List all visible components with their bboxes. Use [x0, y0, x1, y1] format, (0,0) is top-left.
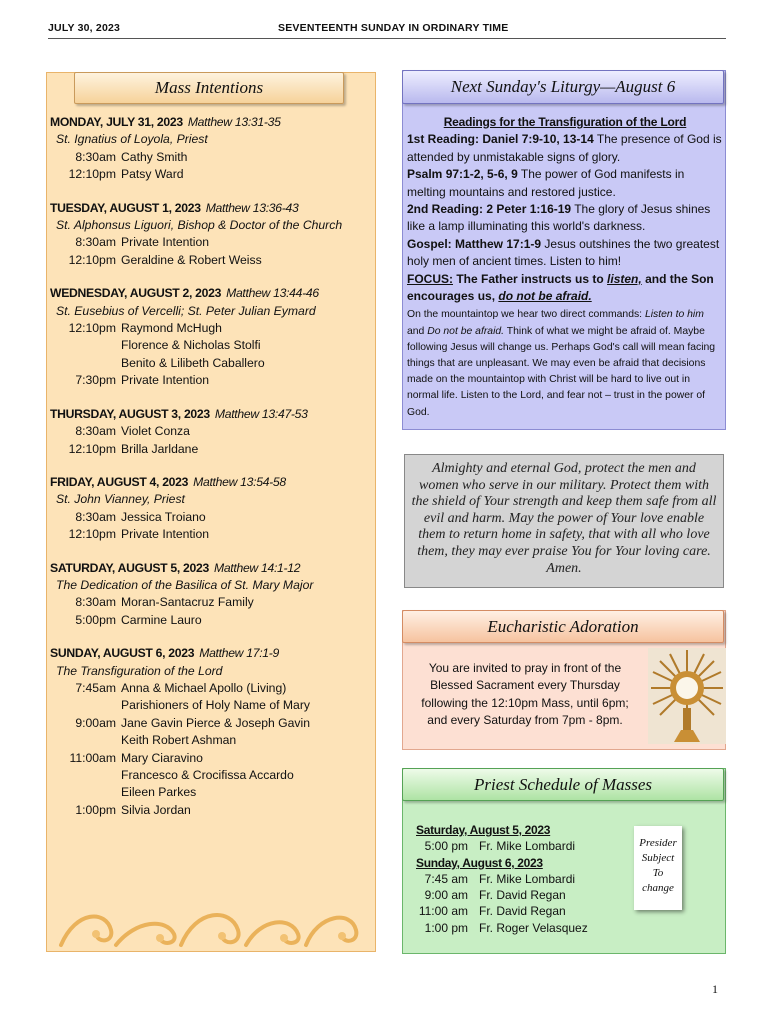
liturgy-title: Next Sunday's Liturgy—August 6	[402, 70, 724, 104]
gospel-label: Gospel:	[407, 236, 452, 251]
day-block	[50, 560, 372, 630]
intention-name: Parishioners of Holy Name of Mary	[121, 698, 310, 713]
first-reading-text: The presence of God is attended by unmistakable signs of glory.	[407, 132, 722, 164]
day-saint: St. Ignatius of Loyola, Priest	[56, 132, 208, 147]
day-block	[50, 285, 372, 389]
scroll-ornament	[56, 900, 366, 950]
day-title	[50, 200, 372, 217]
mass-time: 8:30am	[75, 235, 116, 250]
mass-names	[116, 149, 187, 166]
mass-time: 8:30am	[75, 595, 116, 610]
day-reading: Matthew 17:1-9	[199, 646, 280, 661]
schedule-time: 1:00 pm	[424, 920, 468, 935]
note-line: To	[652, 867, 664, 879]
mass-row	[50, 750, 372, 802]
day-date: SATURDAY, AUGUST 5, 2023	[50, 560, 209, 575]
schedule-priest: Fr. Roger Velasquez	[479, 920, 588, 935]
intention-name: Mary Ciaravino	[121, 750, 203, 765]
day-saint: St. John Vianney, Priest	[56, 492, 185, 507]
focus-text-1: The Father instructs us to	[456, 271, 604, 286]
schedule-row	[416, 903, 636, 919]
schedule-row	[416, 920, 636, 936]
psalm-label: Psalm	[407, 167, 443, 182]
mass-names	[116, 715, 310, 750]
schedule-priest: Fr. Mike Lombardi	[479, 839, 576, 854]
mass-time: 5:00pm	[75, 612, 116, 627]
day-block	[50, 200, 372, 270]
mass-row	[50, 234, 372, 251]
day-reading: Matthew 13:31-35	[187, 115, 281, 129]
mass-row	[50, 252, 372, 269]
readings-heading: Readings for the Transfiguration of the Lord	[443, 115, 687, 129]
day-block	[50, 645, 372, 819]
intention-name: Cathy Smith	[121, 149, 188, 164]
intention-name: Anna & Michael Apollo (Living)	[121, 680, 287, 695]
header-title: SEVENTEENTH SUNDAY IN ORDINARY TIME	[278, 22, 509, 34]
mass-row	[50, 509, 372, 526]
gospel	[407, 236, 723, 271]
psalm-text: The power of God manifests in melting mountains and restored justice.	[407, 167, 685, 199]
schedule-time: 7:45 am	[424, 871, 468, 886]
mass-intentions-list	[50, 114, 372, 819]
intention-name: Patsy Ward	[121, 167, 184, 182]
day-date: WEDNESDAY, AUGUST 2, 2023	[50, 286, 222, 301]
intention-name: Moran-Santacruz Family	[121, 595, 254, 610]
adoration-title: Eucharistic Adoration	[402, 610, 724, 643]
mass-time: 12:10pm	[68, 527, 116, 542]
day-title	[50, 645, 372, 662]
schedule-priest: Fr. David Regan	[479, 904, 566, 919]
day-reading: Matthew 13:47-53	[214, 406, 308, 421]
day-date: TUESDAY, AUGUST 1, 2023	[50, 200, 201, 215]
mass-row	[50, 594, 372, 611]
focus-afraid: do not be afraid.	[498, 289, 592, 304]
mass-row	[50, 612, 372, 629]
focus-text-2: and the Son encourages us,	[407, 271, 714, 304]
note-line: Presider	[639, 837, 677, 849]
mass-names	[116, 612, 202, 629]
intention-name: Keith Robert Ashman	[121, 733, 237, 748]
schedule-time: 11:00 am	[418, 904, 468, 919]
intention-name: Private Intention	[121, 235, 210, 250]
mass-names	[116, 441, 198, 458]
day-date: FRIDAY, AUGUST 4, 2023	[50, 474, 189, 489]
mass-time: 8:30am	[75, 149, 116, 164]
mass-time: 8:30am	[75, 424, 116, 439]
monstrance-image	[648, 648, 726, 744]
schedule-priest: Fr. Mike Lombardi	[479, 871, 576, 886]
day-saint: The Transfiguration of the Lord	[56, 663, 223, 678]
mass-names	[116, 320, 265, 372]
second-reading-text: The glory of Jesus shines like a lamp illuminating this world's darkness.	[407, 202, 711, 234]
schedule-row	[416, 871, 636, 887]
reflection-afraid: Do not be afraid.	[427, 325, 505, 337]
reflection-text-1: On the mountaintop we hear two direct commands:	[407, 309, 643, 321]
mass-row	[50, 680, 372, 715]
mass-names	[116, 680, 310, 715]
psalm	[407, 166, 723, 201]
priest-schedule-title: Priest Schedule of Masses	[402, 768, 724, 801]
mass-time: 9:00am	[75, 715, 116, 730]
mass-names	[116, 252, 262, 269]
first-reading-ref: Daniel 7:9-10, 13-14	[482, 132, 594, 147]
day-saint: St. Alphonsus Liguori, Bishop & Doctor of the Church	[56, 218, 343, 233]
day-reading: Matthew 14:1-12	[213, 560, 301, 575]
gospel-text: Jesus outshines the two greatest holy men of ancient times. Listen to him!	[407, 236, 720, 269]
day-block	[50, 406, 372, 458]
page-number: 1	[712, 982, 718, 996]
reflection	[407, 307, 723, 420]
focus	[407, 271, 723, 306]
presider-note	[634, 826, 682, 910]
day-date: SUNDAY, AUGUST 6, 2023	[50, 646, 195, 661]
schedule-date: Sunday, August 6, 2023	[416, 855, 543, 870]
day-saint: St. Eusebius of Vercelli; St. Peter Julian Eymard	[56, 303, 316, 318]
intention-name: Private Intention	[121, 373, 210, 388]
mass-time: 12:10pm	[68, 252, 116, 267]
mass-names	[116, 372, 209, 389]
day-saint: The Dedication of the Basilica of St. Mary Major	[56, 577, 314, 592]
mass-row	[50, 320, 372, 372]
mass-time: 1:00pm	[75, 802, 116, 817]
mass-time: 12:10pm	[68, 321, 116, 336]
intention-name: Violet Conza	[121, 424, 190, 439]
reflection-listen: Listen to him	[644, 309, 704, 321]
second-reading	[407, 201, 723, 236]
day-title	[50, 285, 372, 302]
adoration-text: You are invited to pray in front of the Blessed Sacrament every Thursday following the 12:10pm Mass, until 6pm; and every Saturday from 7pm - 8pm.	[421, 661, 629, 728]
day-date: THURSDAY, AUGUST 3, 2023	[50, 406, 210, 421]
reflection-and: and	[407, 325, 425, 337]
mass-names	[116, 234, 209, 251]
focus-listen: listen,	[607, 271, 642, 286]
military-prayer: Almighty and eternal God, protect the men and women who serve in our military. Protect them with the shield of Your strength and keep them safe from all evil and harm. May the power of Your love enable them to return home in safety, that with all who love them, they may ever praise You for Your loving care. Amen.	[404, 454, 724, 588]
day-title	[50, 406, 372, 423]
day-title	[50, 560, 372, 577]
mass-names	[116, 509, 206, 526]
mass-row	[50, 166, 372, 183]
intention-name: Geraldine & Robert Weiss	[121, 252, 262, 267]
mass-row	[50, 372, 372, 389]
header-divider	[48, 38, 726, 39]
mass-time: 8:30am	[75, 509, 116, 524]
mass-row	[50, 802, 372, 819]
focus-label: FOCUS:	[407, 271, 453, 286]
intention-name: Private Intention	[121, 527, 210, 542]
mass-intentions-title: Mass Intentions	[74, 72, 344, 104]
first-reading-label: 1st Reading:	[407, 132, 480, 147]
mass-row	[50, 423, 372, 440]
gospel-ref: Matthew 17:1-9	[455, 236, 542, 251]
day-title	[50, 474, 372, 491]
reflection-text-2: Think of what we might be afraid of. Maybe following Jesus will change us. Perhaps God's call will mean facing things that are unpleasant. We may even be afraid that decisions made on the mountaintop with Christ will be hard to live out in normal life. Listen to the Lord, and fear not – trust in the power of God.	[407, 325, 716, 418]
first-reading	[407, 131, 723, 166]
mass-row	[50, 715, 372, 750]
intention-name: Raymond McHugh	[121, 321, 222, 336]
intention-name: Silvia Jordan	[121, 802, 191, 817]
note-line: change	[642, 882, 674, 894]
day-block	[50, 474, 372, 544]
mass-row	[50, 441, 372, 458]
mass-names	[116, 594, 254, 611]
liturgy-readings	[407, 114, 723, 421]
intention-name: Francesco & Crocifissa Accardo	[121, 768, 294, 782]
priest-schedule-list	[416, 822, 636, 936]
schedule-time: 9:00 am	[424, 888, 468, 903]
day-reading: Matthew 13:44-46	[226, 286, 319, 301]
mass-names	[116, 802, 191, 819]
psalm-ref: 97:1-2, 5-6, 9	[445, 167, 518, 182]
header-date: JULY 30, 2023	[48, 22, 121, 34]
day-reading: Matthew 13:54-58	[193, 474, 286, 489]
schedule-row	[416, 887, 636, 903]
day-reading: Matthew 13:36-43	[205, 200, 299, 215]
schedule-time: 5:00 pm	[424, 839, 468, 854]
intention-name: Brilla Jarldane	[121, 441, 199, 456]
second-reading-ref: 2 Peter 1:16-19	[486, 202, 572, 217]
schedule-priest: Fr. David Regan	[479, 888, 566, 903]
intention-name: Eileen Parkes	[121, 785, 197, 800]
mass-time: 12:10pm	[68, 441, 116, 456]
day-block	[50, 114, 372, 184]
mass-time: 11:00am	[69, 750, 116, 765]
intention-name: Carmine Lauro	[121, 612, 202, 627]
mass-time: 7:45am	[75, 680, 116, 695]
intention-name: Florence & Nicholas Stolfi	[121, 338, 261, 353]
mass-row	[50, 149, 372, 166]
intention-name: Benito & Lilibeth Caballero	[121, 355, 265, 370]
intention-name: Jane Gavin Pierce & Joseph Gavin	[121, 715, 311, 730]
mass-names	[116, 526, 209, 543]
day-title	[50, 114, 372, 131]
schedule-row	[416, 838, 636, 854]
mass-row	[50, 526, 372, 543]
mass-time: 12:10pm	[68, 167, 116, 182]
second-reading-label: 2nd Reading:	[407, 202, 484, 217]
intention-name: Jessica Troiano	[121, 509, 206, 524]
schedule-date: Saturday, August 5, 2023	[416, 823, 551, 837]
note-line: Subject	[641, 852, 675, 864]
mass-time: 7:30pm	[75, 373, 116, 388]
mass-names	[116, 166, 184, 183]
mass-names	[116, 423, 190, 440]
mass-names	[116, 750, 294, 802]
day-date: MONDAY, JULY 31, 2023	[50, 115, 183, 129]
